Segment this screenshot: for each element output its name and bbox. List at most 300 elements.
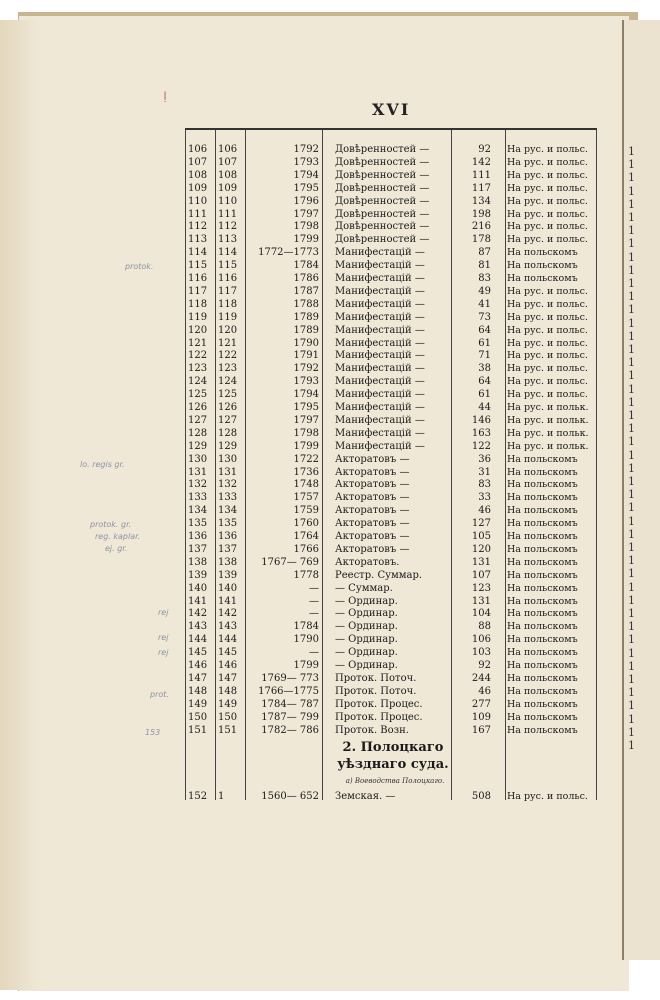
- sheet-count: 117: [471, 182, 491, 194]
- volume-number: 135: [188, 518, 208, 530]
- table-row: [185, 209, 597, 221]
- adjacent-page-number: 1: [628, 277, 635, 290]
- table-row: [185, 286, 597, 298]
- inventory-number: 129: [218, 440, 238, 452]
- table-row: [185, 467, 597, 479]
- sheet-count: 81: [478, 260, 491, 272]
- language: На польскомъ: [507, 685, 578, 697]
- adjacent-page-number: 1: [628, 145, 635, 158]
- year-range: 1769— 773: [261, 672, 319, 684]
- inventory-number: 123: [218, 363, 238, 375]
- year-range: 1793: [293, 156, 319, 168]
- adjacent-page-number: 1: [628, 699, 635, 713]
- language: На польскомъ: [507, 569, 578, 581]
- language: На польскомъ: [507, 543, 578, 555]
- book-title: — Ординар.: [335, 595, 398, 607]
- table-row: [185, 725, 597, 737]
- adjacent-page-number: 1: [628, 409, 635, 422]
- book-title: — Суммар.: [335, 582, 393, 594]
- volume-number: 147: [188, 672, 208, 684]
- inventory-number: 147: [218, 672, 238, 684]
- adjacent-page-number: 1: [628, 303, 635, 317]
- sheet-count: 508: [471, 791, 491, 802]
- book-title: Манифестацій —: [335, 440, 425, 452]
- section-title-line1: 2. Полоцкаго: [342, 740, 444, 755]
- table-row: [185, 325, 597, 337]
- volume-number: 139: [188, 569, 208, 581]
- table-row: [185, 428, 597, 440]
- volume-number: 126: [188, 402, 208, 413]
- table-row: [185, 479, 597, 491]
- volume-number: 118: [188, 298, 208, 310]
- table-row: [185, 583, 597, 595]
- table-row: [185, 621, 597, 633]
- language: На польскомъ: [507, 492, 578, 504]
- language: На польскомъ: [507, 711, 578, 723]
- sheet-count: 122: [471, 440, 491, 452]
- table-row: [185, 260, 597, 272]
- year-range: 1794: [293, 169, 319, 181]
- sheet-count: 61: [478, 337, 491, 349]
- inventory-number: 141: [218, 595, 238, 607]
- inventory-number: 137: [218, 543, 238, 555]
- inventory-number: 122: [218, 350, 238, 362]
- language: На польскомъ: [507, 453, 578, 465]
- language: На польскомъ: [507, 672, 578, 684]
- volume-number: 146: [188, 660, 208, 671]
- book-title: Довѣренностей —: [335, 182, 430, 194]
- volume-number: 110: [188, 195, 208, 207]
- inventory-number: 1: [218, 791, 225, 802]
- table-row: [185, 338, 597, 350]
- year-range: 1798: [293, 221, 319, 233]
- book-title: Акторатовъ —: [335, 466, 410, 478]
- adjacent-page-number: 1: [628, 580, 635, 594]
- adjacent-page-number: 1: [628, 290, 635, 304]
- book-title: Довѣренностей —: [335, 195, 430, 207]
- year-range: 1797: [293, 208, 319, 220]
- sheet-count: 216: [471, 221, 491, 233]
- book-title: Проток. Процес.: [335, 711, 423, 723]
- margin-note: rej: [158, 608, 169, 617]
- adjacent-page-number: 1: [628, 382, 635, 396]
- adjacent-page-number: 1: [628, 620, 635, 634]
- adjacent-page-number: 1: [628, 541, 635, 554]
- sheet-count: 33: [478, 492, 491, 504]
- inventory-number: 119: [218, 311, 238, 323]
- year-range: 1748: [293, 479, 319, 491]
- year-range: 1790: [293, 337, 319, 349]
- adjacent-page-number: 1: [628, 263, 635, 277]
- volume-number: 136: [188, 531, 208, 542]
- margin-note: prot.: [150, 690, 169, 699]
- volume-number: 144: [188, 634, 208, 646]
- sheet-count: 107: [471, 569, 491, 581]
- margin-note: lo. regis gr.: [80, 460, 125, 469]
- language: На рус. и польс.: [507, 221, 588, 233]
- sheet-count: 163: [471, 427, 491, 439]
- inventory-number: 115: [218, 260, 238, 272]
- archive-table: [185, 128, 597, 800]
- table-row: [185, 505, 597, 517]
- sheet-count: 71: [478, 350, 491, 362]
- section-title-line2: уѣзднаго суда.: [337, 757, 449, 772]
- sheet-count: 61: [478, 389, 491, 401]
- sheet-count: 92: [478, 144, 491, 155]
- inventory-number: 138: [218, 556, 238, 568]
- sheet-count: 49: [478, 285, 491, 297]
- book-title: Акторатовъ —: [335, 518, 410, 530]
- sheet-count: 244: [471, 672, 491, 684]
- inventory-number: 117: [218, 285, 238, 297]
- language: На польскомъ: [507, 634, 578, 646]
- book-title: — Ординар.: [335, 621, 398, 633]
- table-row: [185, 441, 597, 453]
- year-range: 1766—1775: [258, 685, 319, 697]
- volume-number: 109: [188, 182, 208, 194]
- adjacent-page-number: 1: [628, 250, 635, 264]
- language: На польскомъ: [507, 556, 578, 568]
- book-title: Манифестацій —: [335, 273, 425, 284]
- volume-number: 142: [188, 608, 208, 620]
- language: На польскомъ: [507, 582, 578, 594]
- adjacent-page-number: 1: [628, 633, 635, 647]
- adjacent-page-number: 1: [628, 527, 635, 541]
- volume-number: 119: [188, 311, 208, 323]
- year-range: 1784: [293, 621, 319, 633]
- book-title: — Ординар.: [335, 608, 398, 620]
- year-range: 1784— 787: [261, 698, 319, 710]
- sheet-count: 38: [478, 363, 491, 375]
- inventory-number: 112: [218, 221, 238, 233]
- inventory-number: 116: [218, 273, 238, 284]
- language: На польскомъ: [507, 247, 578, 259]
- year-range: 1784: [293, 260, 319, 272]
- sheet-count: 44: [478, 402, 491, 413]
- book-title: Довѣренностей —: [335, 144, 430, 155]
- sheet-count: 198: [471, 208, 491, 220]
- sheet-count: 83: [478, 273, 491, 284]
- inventory-number: 107: [218, 156, 238, 168]
- book-title: Манифестацій —: [335, 389, 425, 401]
- inventory-number: 150: [218, 711, 238, 723]
- volume-number: 152: [188, 791, 208, 802]
- sheet-count: 87: [478, 247, 491, 259]
- book-title: Акторатовъ —: [335, 492, 410, 504]
- language: На рус. и польс.: [507, 337, 588, 349]
- volume-number: 151: [188, 724, 208, 736]
- year-range: 1772—1773: [258, 247, 319, 259]
- book-title: Манифестацій —: [335, 402, 425, 413]
- inventory-number: 145: [218, 647, 238, 659]
- book-title: Манифестацій —: [335, 285, 425, 297]
- year-range: 1792: [293, 144, 319, 155]
- volume-number: 114: [188, 247, 208, 259]
- year-range: 1795: [293, 402, 319, 413]
- sheet-count: 277: [471, 698, 491, 710]
- language: На польскомъ: [507, 698, 578, 710]
- sheet-count: 73: [478, 311, 491, 323]
- year-range: 1799: [293, 660, 319, 671]
- adjacent-page-number: 1: [628, 395, 635, 409]
- book-title: — Ординар.: [335, 660, 398, 671]
- book-title: Реестр. Суммар.: [335, 569, 423, 581]
- sheet-count: 46: [478, 505, 491, 517]
- volume-number: 148: [188, 685, 208, 697]
- year-range: 1789: [293, 311, 319, 323]
- adjacent-page-number: 1: [628, 712, 635, 726]
- language: На польскомъ: [507, 273, 578, 284]
- inventory-number: 109: [218, 182, 238, 194]
- book-title: Акторатовъ —: [335, 543, 410, 555]
- year-range: 1793: [293, 376, 319, 388]
- sheet-count: 36: [478, 453, 491, 465]
- section-subtitle: а) Воеводства Полоцкаго.: [345, 777, 445, 785]
- book-title: Акторатовъ —: [335, 531, 410, 542]
- year-range: 1799: [293, 440, 319, 452]
- book-title: Проток. Поточ.: [335, 685, 417, 697]
- book-title: Манифестацій —: [335, 311, 425, 323]
- language: На рус. и польс.: [507, 350, 588, 362]
- inventory-number: 106: [218, 144, 238, 155]
- volume-number: 150: [188, 711, 208, 723]
- adjacent-page-number: 1: [628, 369, 635, 383]
- page-number: XVI: [372, 100, 411, 119]
- language: На польскомъ: [507, 518, 578, 530]
- book-title: Манифестацій —: [335, 337, 425, 349]
- adjacent-page-number: 1: [628, 514, 635, 528]
- inventory-number: 111: [218, 208, 238, 220]
- volume-number: 129: [188, 440, 208, 452]
- language: На рус. и польс.: [507, 285, 588, 297]
- volume-number: 112: [188, 221, 208, 233]
- year-range: 1794: [293, 389, 319, 401]
- adjacent-page-number: 1: [628, 211, 635, 224]
- year-range: 1790: [293, 634, 319, 646]
- sheet-count: 103: [471, 647, 491, 659]
- sheet-count: 104: [471, 608, 491, 620]
- language: На польскомъ: [507, 647, 578, 659]
- language: На рус. и польс.: [507, 208, 588, 220]
- sheet-count: 167: [471, 724, 491, 736]
- book-title: Довѣренностей —: [335, 169, 430, 181]
- adjacent-page-number: 1: [628, 686, 635, 700]
- inventory-number: 128: [218, 427, 238, 439]
- volume-number: 149: [188, 698, 208, 710]
- table-row: [185, 170, 597, 182]
- volume-number: 145: [188, 647, 208, 659]
- language: На рус. и польс.: [507, 195, 588, 207]
- language: На рус. и польс.: [507, 389, 588, 401]
- adjacent-page-number: 1: [628, 237, 635, 251]
- book-title: Манифестацій —: [335, 298, 425, 310]
- book-title: Акторатовъ —: [335, 479, 410, 491]
- margin-note: 153: [145, 728, 161, 737]
- volume-number: 141: [188, 595, 208, 607]
- table-row: [185, 376, 597, 388]
- table-row: [185, 157, 597, 169]
- volume-number: 124: [188, 376, 208, 388]
- sheet-count: 131: [471, 595, 491, 607]
- inventory-number: 110: [218, 195, 238, 207]
- year-range: 1778: [293, 569, 319, 581]
- table-row: [185, 221, 597, 233]
- year-range: 1767— 769: [261, 556, 319, 568]
- language: На польскомъ: [507, 505, 578, 517]
- adjacent-page-number: 1: [628, 554, 635, 568]
- volume-number: 140: [188, 582, 208, 594]
- language: На рус. и польк.: [507, 440, 589, 452]
- adjacent-page-number: 1: [628, 607, 635, 620]
- table-row: [185, 454, 597, 466]
- table-row: [185, 686, 597, 698]
- language: На рус. и польс.: [507, 144, 588, 155]
- volume-number: 111: [188, 208, 208, 220]
- table-row: [185, 531, 597, 543]
- sheet-count: 83: [478, 479, 491, 491]
- table-row: [185, 312, 597, 324]
- volume-number: 115: [188, 260, 208, 272]
- inventory-number: 151: [218, 724, 238, 736]
- volume-number: 106: [188, 144, 208, 155]
- book-title: Довѣренностей —: [335, 221, 430, 233]
- volume-number: 125: [188, 389, 208, 401]
- volume-number: 138: [188, 556, 208, 568]
- table-row: [185, 673, 597, 685]
- adjacent-page-number: 1: [628, 673, 635, 686]
- table-row: [185, 273, 597, 285]
- inventory-number: 133: [218, 492, 238, 504]
- adjacent-page-number: 1: [628, 316, 635, 330]
- year-range: 1782— 786: [261, 724, 319, 736]
- volume-number: 107: [188, 156, 208, 168]
- margin-note: protok. gr.: [90, 520, 132, 529]
- language: На рус. и польс.: [507, 311, 588, 323]
- year-range: 1764: [293, 531, 319, 542]
- margin-note: protok.: [125, 262, 154, 271]
- table-row: [185, 247, 597, 259]
- volume-number: 108: [188, 169, 208, 181]
- adjacent-page-number: 1: [628, 422, 635, 436]
- adjacent-page-number: 1: [628, 184, 635, 198]
- language: На рус. и польс.: [507, 324, 588, 336]
- inventory-number: 132: [218, 479, 238, 491]
- language: На рус. и польс.: [507, 363, 588, 375]
- inventory-number: 114: [218, 247, 238, 259]
- sheet-count: 134: [471, 195, 491, 207]
- volume-number: 128: [188, 427, 208, 439]
- volume-number: 130: [188, 453, 208, 465]
- year-range: 1789: [293, 324, 319, 336]
- language: На польскомъ: [507, 621, 578, 633]
- table-row: [185, 402, 597, 414]
- year-range: 1786: [293, 273, 319, 284]
- table-row: [185, 234, 597, 246]
- book-title: Манифестацій —: [335, 376, 425, 388]
- table-row: [185, 196, 597, 208]
- book-title: Довѣренностей —: [335, 156, 430, 168]
- table-row: [185, 570, 597, 582]
- adjacent-page-number: 1: [628, 343, 635, 356]
- sheet-count: 111: [471, 169, 491, 181]
- volume-number: 113: [188, 234, 208, 246]
- language: На польскомъ: [507, 608, 578, 620]
- sheet-count: 64: [478, 376, 491, 388]
- table-row: [185, 712, 597, 724]
- sheet-count: 31: [478, 466, 491, 478]
- adjacent-page-number: 1: [628, 646, 635, 660]
- language: На польскомъ: [507, 466, 578, 478]
- margin-note: rej: [158, 633, 169, 642]
- sheet-count: 41: [478, 298, 491, 310]
- language: На рус. и польк.: [507, 402, 589, 413]
- sheet-count: 92: [478, 660, 491, 671]
- year-range: 1799: [293, 234, 319, 246]
- adjacent-page-number: 1: [628, 739, 635, 752]
- table-row: [185, 596, 597, 608]
- year-range: 1788: [293, 298, 319, 310]
- volume-number: 121: [188, 337, 208, 349]
- year-range: 1791: [293, 350, 319, 362]
- inventory-number: 125: [218, 389, 238, 401]
- adjacent-page-number: 1: [628, 435, 635, 449]
- adjacent-page-number: 1: [628, 356, 635, 370]
- volume-number: 132: [188, 479, 208, 491]
- book-title: Акторатовъ —: [335, 453, 410, 465]
- language: На польскомъ: [507, 531, 578, 542]
- inventory-number: 108: [218, 169, 238, 181]
- adjacent-page-number: 1: [628, 197, 635, 211]
- table-row: [185, 557, 597, 569]
- year-range: 1792: [293, 363, 319, 375]
- table-row: [185, 363, 597, 375]
- adjacent-page-number: 1: [628, 567, 635, 581]
- language: На польскомъ: [507, 479, 578, 491]
- book-title: Манифестацій —: [335, 260, 425, 272]
- inventory-number: 139: [218, 569, 238, 581]
- language: На рус. и польк.: [507, 414, 589, 426]
- inventory-number: 134: [218, 505, 238, 517]
- sheet-count: 46: [478, 685, 491, 697]
- sheet-count: 142: [471, 156, 491, 168]
- adjacent-page-number: 1: [628, 488, 635, 502]
- inventory-number: 140: [218, 582, 238, 594]
- sheet-count: 88: [478, 621, 491, 633]
- language: На польскомъ: [507, 595, 578, 607]
- table-row: [185, 791, 597, 803]
- adjacent-page-number: 1: [628, 329, 635, 343]
- sheet-count: 123: [471, 582, 491, 594]
- sheet-count: 109: [471, 711, 491, 723]
- volume-number: 127: [188, 414, 208, 426]
- volume-number: 122: [188, 350, 208, 362]
- volume-number: 131: [188, 466, 208, 478]
- inventory-number: 121: [218, 337, 238, 349]
- inventory-number: 148: [218, 685, 238, 697]
- table-row: [185, 660, 597, 672]
- sheet-count: 105: [471, 531, 491, 542]
- volume-number: 117: [188, 285, 208, 297]
- inventory-number: 120: [218, 324, 238, 336]
- table-row: [185, 183, 597, 195]
- year-range: 1787— 799: [261, 711, 319, 723]
- adjacent-page-number: 1: [628, 501, 635, 515]
- year-range: —: [309, 647, 319, 659]
- book-title: Довѣренностей —: [335, 208, 430, 220]
- sheet-count: 127: [471, 518, 491, 530]
- adjacent-page-number: 1: [628, 461, 635, 475]
- year-range: 1759: [293, 505, 319, 517]
